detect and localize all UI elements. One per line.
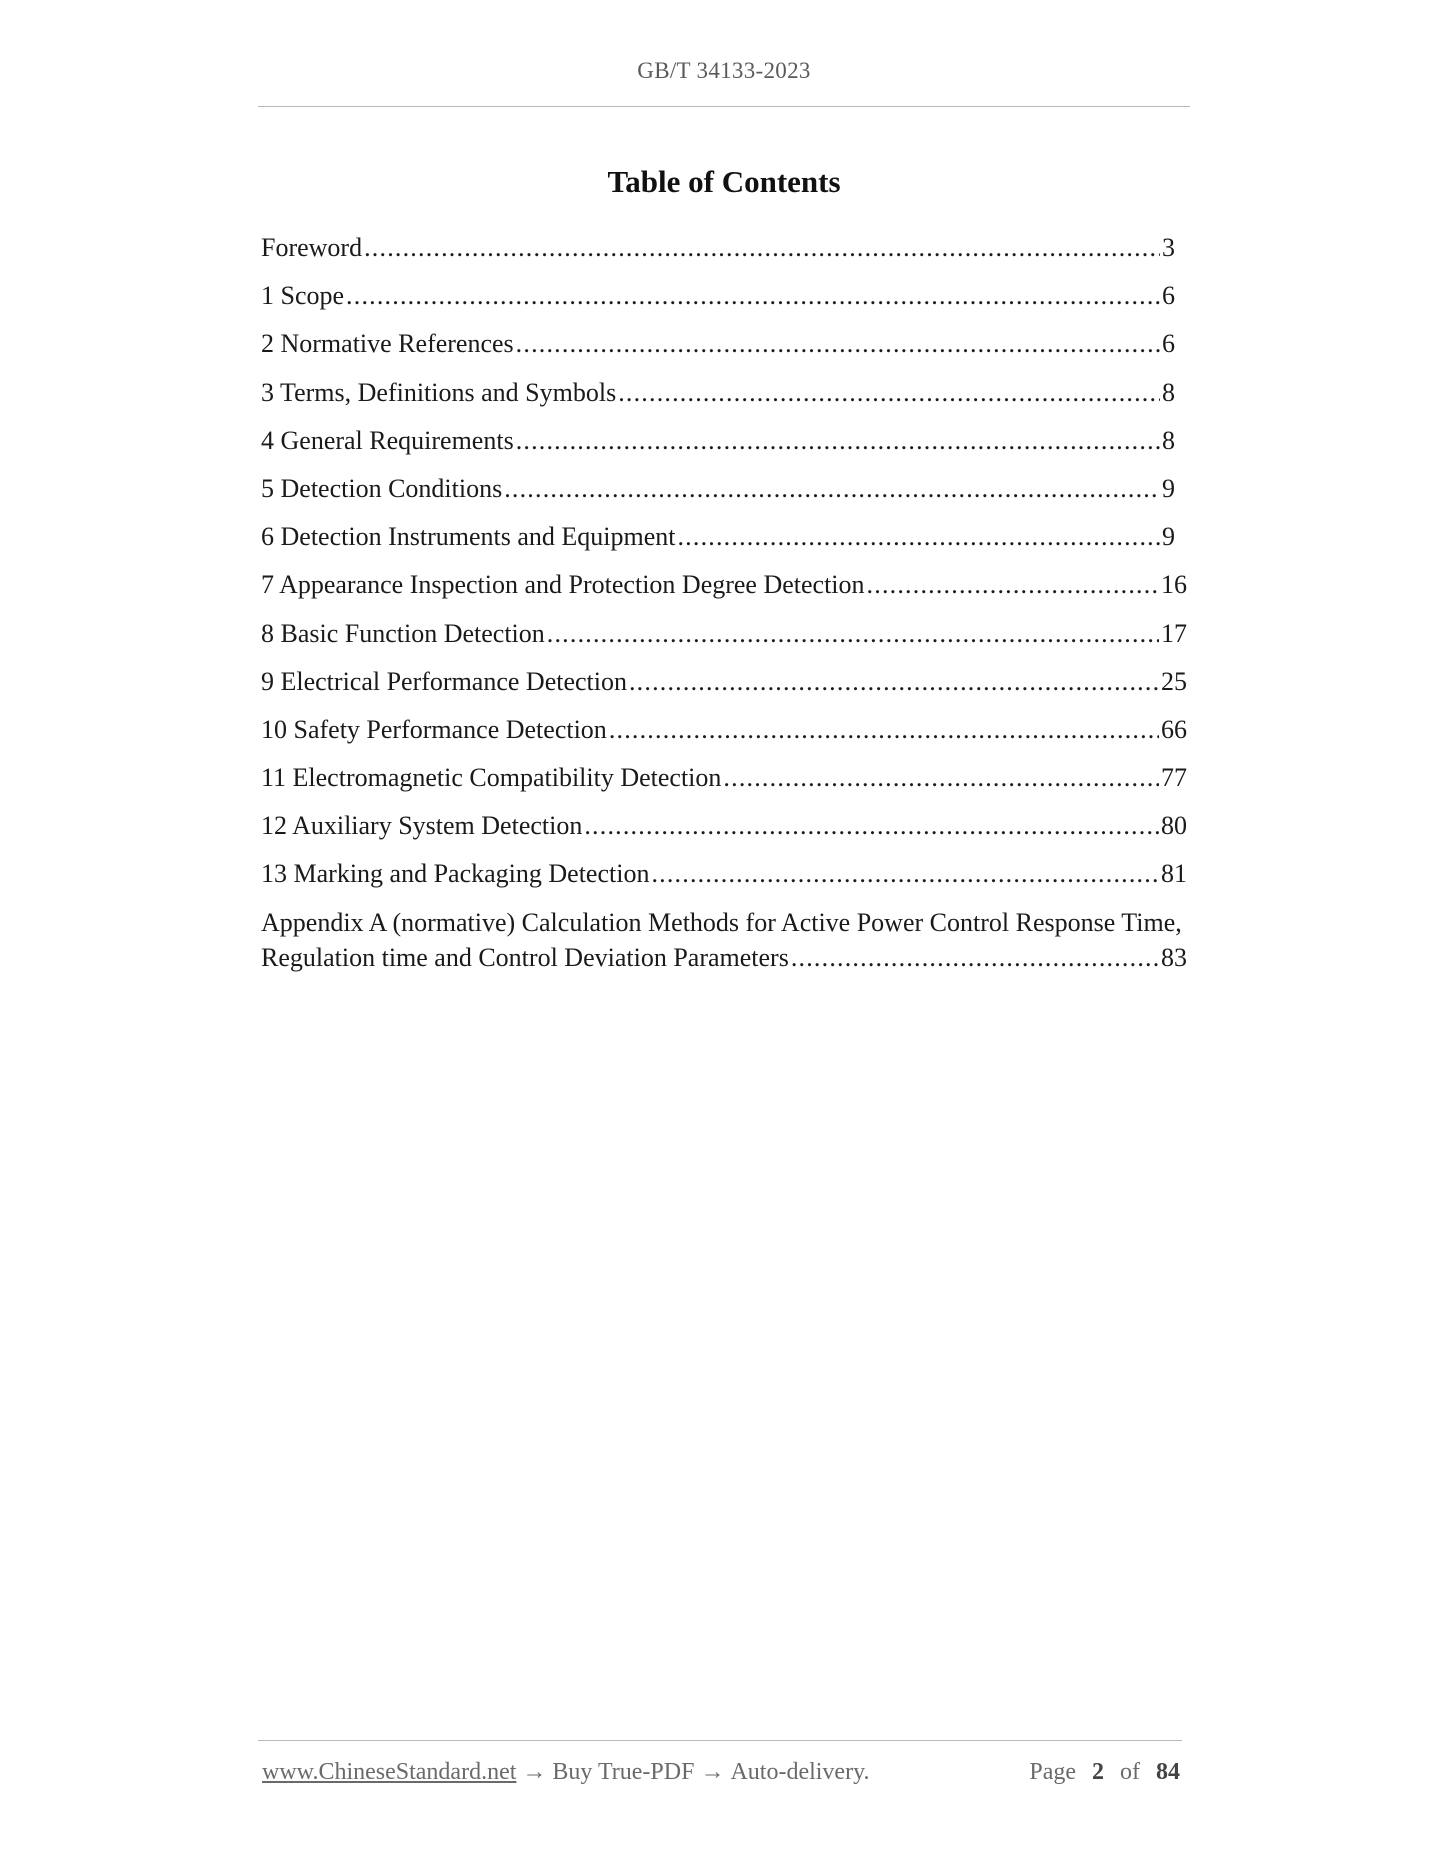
toc-entry-label: 11 Electromagnetic Compatibility Detection — [261, 763, 722, 793]
document-code-header: GB/T 34133-2023 — [637, 58, 811, 83]
toc-entry-page: 9 — [1162, 473, 1175, 503]
toc-entry-page: 25 — [1161, 666, 1187, 696]
toc-entry-instruments-equipment[interactable] — [261, 517, 1187, 565]
page-footer — [262, 1759, 1180, 1786]
toc-dot-leader — [516, 324, 1160, 364]
toc-entry-page: 9 — [1162, 522, 1175, 552]
toc-entry-page: 8 — [1162, 425, 1175, 455]
toc-entry-normative-references[interactable] — [261, 324, 1187, 372]
toc-entry-label: 2 Normative References — [261, 329, 514, 359]
toc-entry-label: 10 Safety Performance Detection — [261, 714, 607, 744]
toc-entry-page: 77 — [1161, 763, 1187, 793]
footer-divider — [258, 1740, 1182, 1741]
toc-entry-terms-definitions[interactable] — [261, 373, 1187, 421]
toc-entry-page: 3 — [1162, 233, 1175, 262]
toc-dot-leader — [516, 421, 1160, 461]
arrow-right-icon: → — [700, 1759, 725, 1785]
toc-entry-page: 16 — [1161, 570, 1187, 600]
toc-entry-label: Foreword — [261, 233, 363, 262]
toc-dot-leader — [346, 276, 1160, 316]
page-word: Page — [1029, 1759, 1076, 1785]
toc-entry-scope[interactable] — [261, 276, 1187, 324]
site-link[interactable]: www.ChineseStandard.net — [262, 1759, 517, 1785]
toc-entry-label: 13 Marking and Packaging Detection — [261, 859, 650, 889]
toc-entry-general-requirements[interactable] — [261, 421, 1187, 469]
header-divider — [258, 106, 1190, 107]
of-word: of — [1120, 1759, 1140, 1785]
page-number-indicator — [1029, 1759, 1180, 1786]
toc-entry-page: 8 — [1162, 377, 1175, 407]
toc-dot-leader — [677, 517, 1160, 557]
toc-dot-leader — [504, 469, 1160, 509]
toc-dot-leader — [618, 373, 1160, 413]
toc-entry-label: 9 Electrical Performance Detection — [261, 666, 627, 696]
toc-appendix-line2 — [261, 940, 1187, 975]
toc-dot-leader — [547, 614, 1159, 654]
toc-entry-detection-conditions[interactable] — [261, 469, 1187, 517]
toc-entry-label: 12 Auxiliary System Detection — [261, 811, 583, 841]
toc-entry-appendix-a[interactable] — [261, 903, 1187, 975]
toc-entry-marking-packaging[interactable] — [261, 854, 1187, 902]
toc-dot-leader — [651, 854, 1159, 894]
toc-entry-emc[interactable] — [261, 758, 1187, 806]
toc-entry-label: 5 Detection Conditions — [261, 473, 503, 503]
table-of-contents — [261, 228, 1187, 975]
toc-entry-label: Regulation time and Control Deviation Parameters — [261, 942, 789, 972]
toc-dot-leader — [791, 940, 1159, 975]
toc-entry-label: 8 Basic Function Detection — [261, 618, 545, 648]
toc-dot-leader — [364, 228, 1160, 268]
toc-dot-leader — [584, 806, 1159, 846]
footer-promo — [262, 1759, 870, 1786]
toc-dot-leader — [609, 710, 1159, 750]
toc-entry-page: 66 — [1161, 714, 1187, 744]
toc-entry-auxiliary-system[interactable] — [261, 806, 1187, 854]
toc-entry-label: 1 Scope — [261, 281, 345, 311]
toc-entry-page: 6 — [1162, 329, 1175, 359]
total-page-count: 84 — [1156, 1759, 1180, 1785]
toc-entry-label: 7 Appearance Inspection and Protection Degree Detection — [261, 570, 865, 600]
toc-entry-safety-performance[interactable] — [261, 710, 1187, 758]
toc-dot-leader — [867, 565, 1159, 605]
toc-entry-appearance-inspection[interactable] — [261, 565, 1187, 613]
toc-entry-page: 17 — [1161, 618, 1187, 648]
toc-dot-leader — [723, 758, 1159, 798]
current-page-number: 2 — [1092, 1759, 1104, 1785]
toc-entry-page: 81 — [1161, 859, 1187, 889]
toc-dot-leader — [629, 662, 1159, 702]
toc-entry-page: 6 — [1162, 281, 1175, 311]
toc-entry-basic-function[interactable] — [261, 614, 1187, 662]
toc-entry-label: 3 Terms, Definitions and Symbols — [261, 377, 617, 407]
toc-entry-electrical-performance[interactable] — [261, 662, 1187, 710]
toc-entry-label: 6 Detection Instruments and Equipment — [261, 522, 676, 552]
toc-appendix-line1: Appendix A (normative) Calculation Methods for Active Power Control Response Time, — [261, 907, 1182, 937]
auto-delivery-text: Auto-delivery. — [730, 1759, 870, 1785]
buy-pdf-text: Buy True-PDF — [552, 1759, 695, 1785]
arrow-right-icon: → — [522, 1759, 547, 1785]
toc-entry-label: 4 General Requirements — [261, 425, 514, 455]
toc-title: Table of Contents — [607, 164, 841, 199]
toc-entry-page: 83 — [1161, 942, 1187, 972]
toc-entry-foreword[interactable] — [261, 228, 1187, 276]
toc-entry-page: 80 — [1161, 811, 1187, 841]
